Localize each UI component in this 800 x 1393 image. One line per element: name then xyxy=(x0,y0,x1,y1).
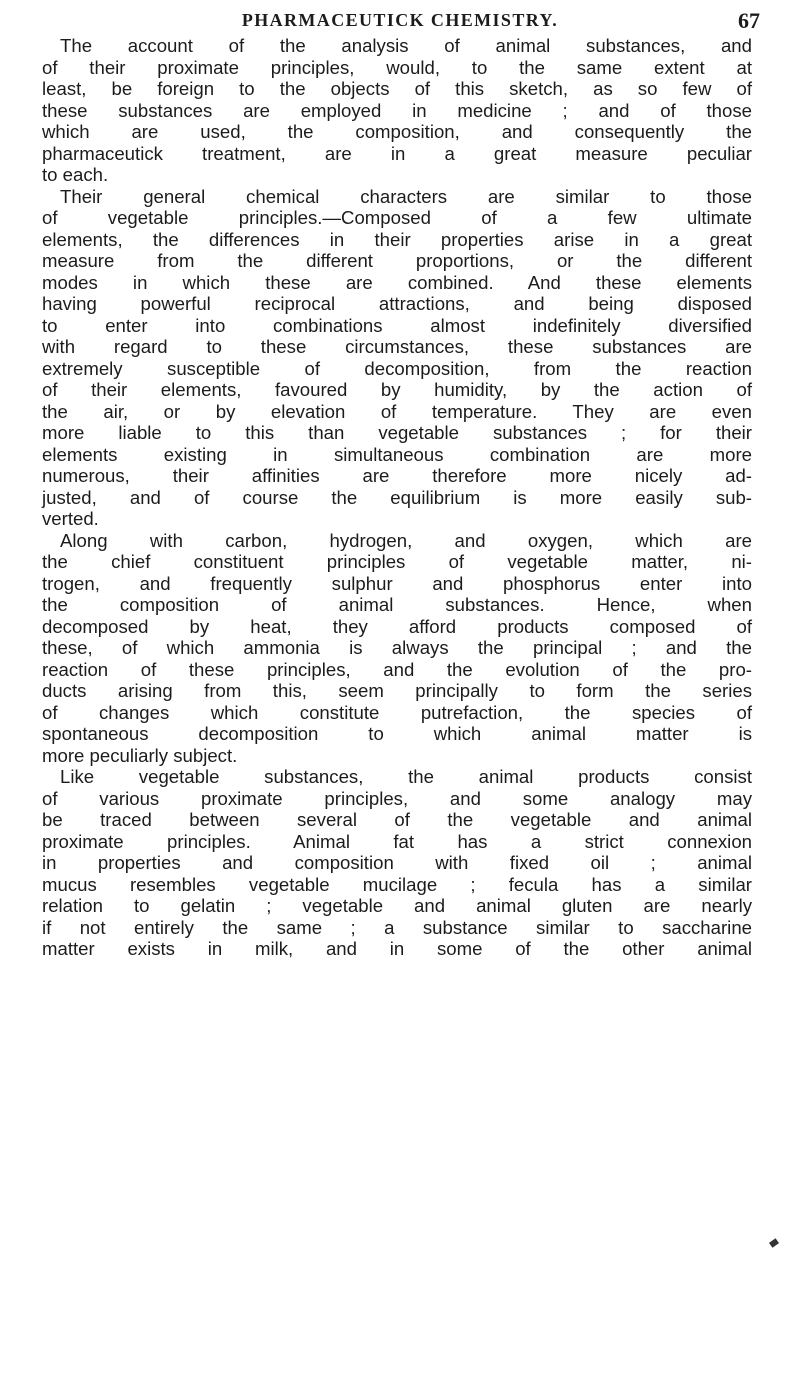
paragraph xyxy=(42,530,752,767)
text-line: of changes which constitute putrefaction, the species of xyxy=(42,701,752,723)
text-line: elements, the differences in their properties arise in a great xyxy=(42,228,752,250)
paragraph xyxy=(42,766,752,960)
text-line: justed, and of course the equilibrium is more easily sub- xyxy=(42,486,752,508)
text-line: decomposed by heat, they afford products composed of xyxy=(42,615,752,637)
text-line: extremely susceptible of decomposition, from the reaction xyxy=(42,357,752,379)
text-line: of their proximate principles, would, to the same extent at xyxy=(42,56,752,78)
paragraph xyxy=(42,186,752,530)
text-line: pharmaceutick treatment, are in a great measure peculiar xyxy=(42,142,752,164)
text-line: mucus resembles vegetable mucilage ; fecula has a similar xyxy=(42,873,752,895)
text-line: to each. xyxy=(42,164,109,185)
text-line: reaction of these principles, and the evolution of the pro- xyxy=(42,658,752,680)
text-line: be traced between several of the vegetable and animal xyxy=(42,809,752,830)
text-line: trogen, and frequently sulphur and phosphorus enter into xyxy=(42,572,752,594)
text-line: proximate principles. Animal fat has a strict connexion xyxy=(42,830,752,852)
running-title: PHARMACEUTICK CHEMISTRY. xyxy=(241,10,559,30)
text-line: if not entirely the same ; a substance similar to saccharine xyxy=(42,916,752,938)
text-line: Along with carbon, hydrogen, and oxygen, which are xyxy=(60,529,752,551)
text-line: more liable to this than vegetable substances ; for their xyxy=(42,422,752,443)
text-line: relation to gelatin ; vegetable and animal gluten are nearly xyxy=(42,895,752,916)
text-line: these, of which ammonia is always the principal ; and the xyxy=(42,637,752,658)
text-line: having powerful reciprocal attractions, and being disposed xyxy=(42,293,752,314)
text-line: numerous, their affinities are therefore more nicely ad- xyxy=(42,465,752,486)
text-line: to enter into combinations almost indefinitely diversified xyxy=(42,314,752,336)
text-line: in properties and composition with fixed oil ; animal xyxy=(42,852,752,873)
text-line: ducts arising from this, seem principally to form the series xyxy=(42,680,752,701)
text-line: Their general chemical characters are similar to those xyxy=(60,185,752,207)
body-text xyxy=(42,35,752,960)
text-line: modes in which these are combined. And these elements xyxy=(42,271,752,293)
text-line: the composition of animal substances. Hence, when xyxy=(42,594,752,615)
text-line: verted. xyxy=(42,508,99,529)
text-line: of their elements, favoured by humidity, by the action of xyxy=(42,379,752,400)
text-line: the air, or by elevation of temperature. They are even xyxy=(42,400,752,422)
page-number: 67 xyxy=(738,8,760,33)
text-line: more peculiarly subject. xyxy=(42,744,238,766)
text-line: these substances are employed in medicine ; and of those xyxy=(42,99,752,121)
text-line: spontaneous decomposition to which animal matter is xyxy=(42,723,752,744)
text-line: elements existing in simultaneous combination are more xyxy=(42,443,752,465)
ink-mark-decoration xyxy=(769,1238,779,1248)
text-line: least, be foreign to the objects of this sketch, as so few of xyxy=(42,78,752,99)
text-line: the chief constituent principles of vegetable matter, ni- xyxy=(42,551,752,572)
running-head xyxy=(0,8,800,32)
text-line: of vegetable principles.—Composed of a few ultimate xyxy=(42,207,752,228)
paragraph xyxy=(42,35,752,186)
text-line: which are used, the composition, and consequently the xyxy=(42,121,752,142)
text-line: Like vegetable substances, the animal products consist xyxy=(60,766,752,787)
text-line: with regard to these circumstances, these substances are xyxy=(42,336,752,357)
text-line: The account of the analysis of animal substances, and xyxy=(60,35,752,56)
text-line: matter exists in milk, and in some of the other animal xyxy=(42,938,752,959)
text-line: of various proximate principles, and some analogy may xyxy=(42,787,752,809)
text-line: measure from the different proportions, or the different xyxy=(42,250,752,271)
